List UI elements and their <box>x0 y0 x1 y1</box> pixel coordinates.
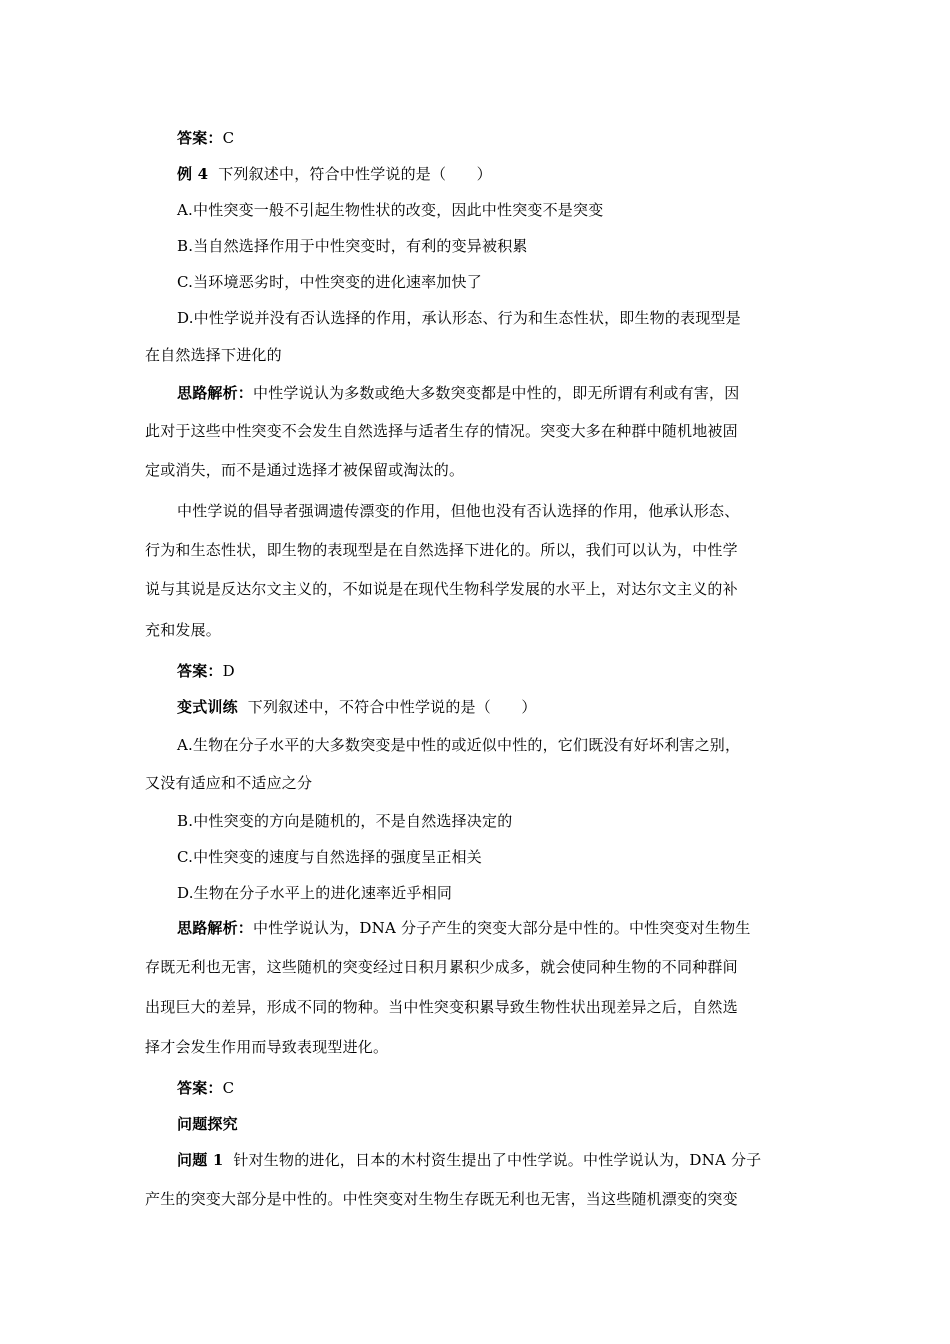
analysis-1-line-2: 此对于这些中性突变不会发生自然选择与适者生存的情况。突变大多在种群中随机地被固 <box>145 422 738 440</box>
question-label: 问题 1 <box>177 1151 224 1169</box>
analysis-text: 中性学说认为多数或绝大多数突变都是中性的，即无所谓有利或有害，因 <box>253 384 740 402</box>
variant-label: 变式训练 <box>177 698 238 716</box>
question-1-line-1 <box>177 1150 805 1170</box>
answer-line-2 <box>177 661 837 681</box>
analysis-1-line-3: 定或消失，而不是通过选择才被保留或淘汰的。 <box>145 461 465 479</box>
variant-option-c: C.中性突变的速度与自然选择的强度呈正相关 <box>177 848 482 866</box>
analysis-1-para-2-line-3: 说与其说是反达尔文主义的，不如说是在现代生物科学发展的水平上，对达尔文主义的补 <box>145 580 738 598</box>
analysis-1-para-2-line-4: 充和发展。 <box>145 621 222 639</box>
example-4-stem <box>177 164 837 184</box>
example-label: 例 4 <box>177 165 209 183</box>
answer-line-1 <box>177 128 837 148</box>
variant-option-a-line-1: A.生物在分子水平的大多数突变是中性的或近似中性的，它们既没有好坏利害之别， <box>177 736 741 754</box>
analysis-2-line-1 <box>177 918 805 938</box>
answer-value: C <box>222 129 235 147</box>
answer-value: C <box>222 1079 235 1097</box>
section-heading-problem-exploration: 问题探究 <box>177 1115 238 1133</box>
variant-option-d: D.生物在分子水平上的进化速率近乎相同 <box>177 884 453 902</box>
answer-line-3 <box>177 1078 837 1098</box>
analysis-2-line-4: 择才会发生作用而导致表现型进化。 <box>145 1038 389 1056</box>
analysis-1-line-1 <box>177 383 805 403</box>
answer-label: 答案： <box>177 1079 223 1097</box>
analysis-label: 思路解析： <box>177 919 254 937</box>
example-4-option-b: B.当自然选择作用于中性突变时，有利的变异被积累 <box>177 237 528 255</box>
example-4-option-c: C.当环境恶劣时，中性突变的进化速率加快了 <box>177 273 482 291</box>
analysis-label: 思路解析： <box>177 384 254 402</box>
analysis-1-para-2-line-1: 中性学说的倡导者强调遗传漂变的作用，但他也没有否认选择的作用，他承认形态、 <box>177 502 740 520</box>
variant-question: 下列叙述中，不符合中性学说的是（ ） <box>247 698 537 716</box>
answer-value: D <box>222 662 235 680</box>
example-4-option-a: A.中性突变一般不引起生物性状的改变，因此中性突变不是突变 <box>177 201 604 219</box>
analysis-1-para-2-line-2: 行为和生态性状，即生物的表现型是在自然选择下进化的。所以，我们可以认为，中性学 <box>145 541 738 559</box>
variant-stem <box>177 697 837 717</box>
example-4-option-d-line-2: 在自然选择下进化的 <box>145 346 282 364</box>
answer-label: 答案： <box>177 129 223 147</box>
example-question: 下列叙述中，符合中性学说的是（ ） <box>218 165 492 183</box>
answer-label: 答案： <box>177 662 223 680</box>
analysis-2-line-2: 存既无利也无害，这些随机的突变经过日积月累积少成多，就会使同种生物的不同种群间 <box>145 958 738 976</box>
example-4-option-d-line-1: D.中性学说并没有否认选择的作用，承认形态、行为和生态性状，即生物的表现型是 <box>177 309 741 327</box>
variant-option-a-line-2: 又没有适应和不适应之分 <box>145 774 313 792</box>
variant-option-b: B.中性突变的方向是随机的，不是自然选择决定的 <box>177 812 513 830</box>
question-1-line-2: 产生的突变大部分是中性的。中性突变对生物生存既无利也无害，当这些随机漂变的突变 <box>145 1190 738 1208</box>
analysis-2-line-3: 出现巨大的差异，形成不同的物种。当中性突变积累导致生物性状出现差异之后，自然选 <box>145 998 738 1016</box>
question-text: 针对生物的进化，日本的木村资生提出了中性学说。中性学说认为，DNA 分子 <box>233 1151 762 1169</box>
analysis-text: 中性学说认为，DNA 分子产生的突变大部分是中性的。中性突变对生物生 <box>253 919 751 937</box>
